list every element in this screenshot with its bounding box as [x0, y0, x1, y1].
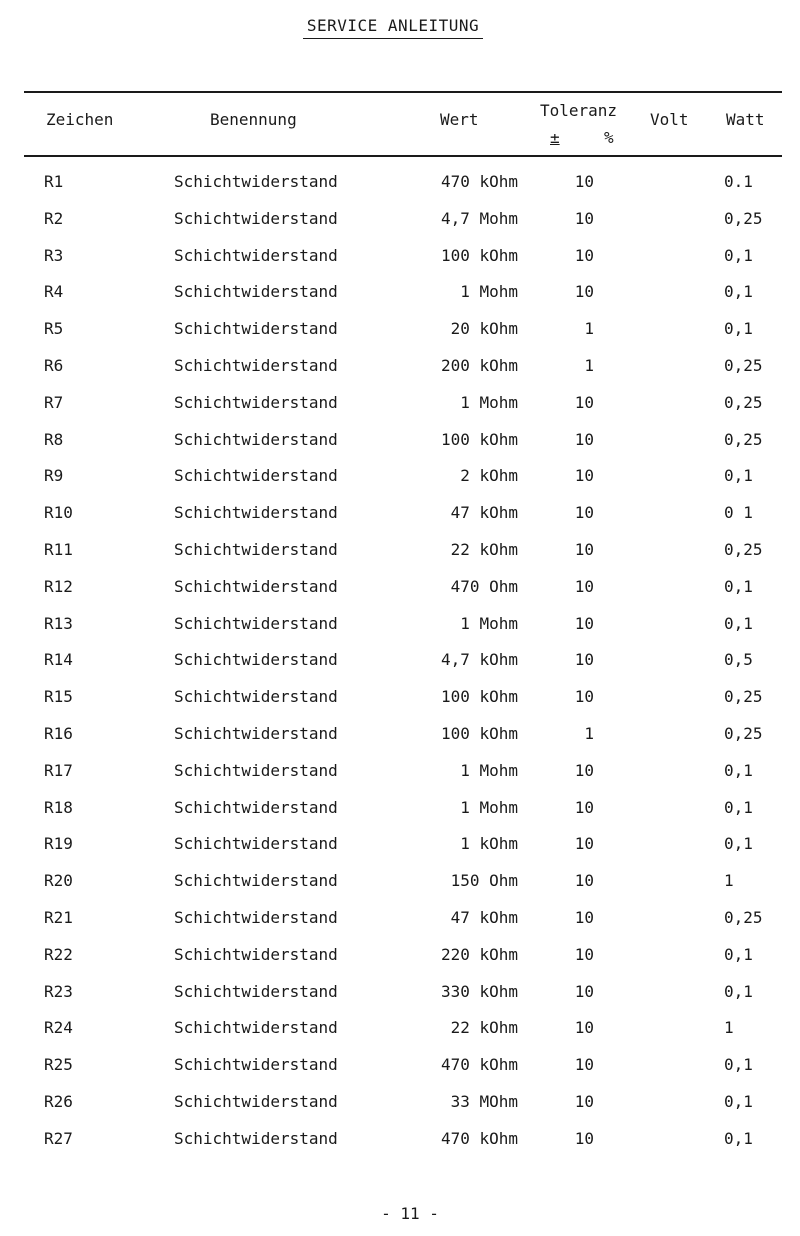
cell-zeichen: R17	[44, 760, 73, 780]
cell-wert: 47 kOhm	[450, 907, 518, 927]
cell-toleranz: 10	[574, 245, 594, 265]
cell-zeichen: R16	[44, 723, 73, 743]
cell-toleranz: 10	[574, 834, 594, 854]
cell-toleranz: 10	[574, 392, 594, 412]
cell-benennung: Schichtwiderstand	[174, 723, 338, 743]
table-row	[0, 356, 800, 393]
cell-watt: 1	[724, 1018, 734, 1038]
column-header-benennung: Benennung	[210, 110, 297, 129]
cell-zeichen: R14	[44, 650, 73, 670]
cell-watt: 0,1	[724, 760, 753, 780]
cell-wert: 33 MOhm	[450, 1091, 518, 1111]
column-header-wert: Wert	[440, 110, 479, 129]
column-subheader-percent: %	[604, 128, 614, 147]
cell-toleranz: 10	[574, 944, 594, 964]
cell-zeichen: R25	[44, 1055, 73, 1075]
cell-benennung: Schichtwiderstand	[174, 871, 338, 891]
page-number-text: - 11 -	[381, 1204, 439, 1223]
cell-benennung: Schichtwiderstand	[174, 355, 338, 375]
cell-benennung: Schichtwiderstand	[174, 613, 338, 633]
cell-benennung: Schichtwiderstand	[174, 319, 338, 339]
cell-toleranz: 10	[574, 907, 594, 927]
cell-benennung: Schichtwiderstand	[174, 1091, 338, 1111]
table-row	[0, 503, 800, 540]
cell-zeichen: R10	[44, 503, 73, 523]
cell-wert: 470 kOhm	[440, 1055, 518, 1075]
cell-benennung: Schichtwiderstand	[174, 1128, 338, 1148]
page-title	[0, 16, 800, 39]
cell-toleranz: 10	[574, 650, 594, 670]
cell-watt: 0,1	[724, 1128, 753, 1148]
cell-watt: 0,1	[724, 576, 753, 596]
cell-zeichen: R8	[44, 429, 64, 449]
table-row	[0, 1092, 800, 1129]
cell-benennung: Schichtwiderstand	[174, 576, 338, 596]
cell-zeichen: R27	[44, 1128, 73, 1148]
cell-watt: 0,1	[724, 834, 753, 854]
cell-wert: 100 kOhm	[440, 723, 518, 743]
cell-wert: 22 kOhm	[450, 1018, 518, 1038]
cell-benennung: Schichtwiderstand	[174, 834, 338, 854]
cell-benennung: Schichtwiderstand	[174, 907, 338, 927]
cell-watt: 0,1	[724, 1091, 753, 1111]
cell-zeichen: R9	[44, 466, 64, 486]
cell-watt: 0 1	[724, 503, 753, 523]
cell-benennung: Schichtwiderstand	[174, 1018, 338, 1038]
cell-toleranz: 10	[574, 429, 594, 449]
cell-wert: 470 kOhm	[440, 172, 518, 191]
table-row	[0, 1055, 800, 1092]
cell-toleranz: 10	[574, 282, 594, 302]
cell-watt: 0.1	[724, 172, 753, 191]
table-row	[0, 282, 800, 319]
table-row	[0, 319, 800, 356]
cell-wert: 100 kOhm	[440, 687, 518, 707]
table-row	[0, 393, 800, 430]
table-top-rule	[24, 91, 782, 93]
cell-zeichen: R12	[44, 576, 73, 596]
cell-benennung: Schichtwiderstand	[174, 282, 338, 302]
table-row	[0, 466, 800, 503]
table-row	[0, 172, 800, 209]
cell-zeichen: R19	[44, 834, 73, 854]
cell-wert: 470 Ohm	[450, 576, 518, 596]
cell-watt: 0,1	[724, 613, 753, 633]
cell-wert: 1 kOhm	[460, 834, 518, 854]
table-row	[0, 724, 800, 761]
cell-toleranz: 10	[574, 1055, 594, 1075]
cell-benennung: Schichtwiderstand	[174, 392, 338, 412]
cell-toleranz: 10	[574, 687, 594, 707]
table-row	[0, 761, 800, 798]
cell-toleranz: 10	[574, 797, 594, 817]
cell-toleranz: 10	[574, 466, 594, 486]
table-row	[0, 945, 800, 982]
cell-toleranz: 10	[574, 503, 594, 523]
cell-watt: 0,25	[724, 907, 763, 927]
cell-zeichen: R7	[44, 392, 64, 412]
cell-benennung: Schichtwiderstand	[174, 981, 338, 1001]
cell-benennung: Schichtwiderstand	[174, 944, 338, 964]
cell-wert: 4,7 kOhm	[440, 650, 518, 670]
cell-watt: 0,25	[724, 429, 763, 449]
cell-watt: 0,1	[724, 282, 753, 302]
cell-benennung: Schichtwiderstand	[174, 466, 338, 486]
column-header-watt: Watt	[726, 110, 765, 129]
cell-benennung: Schichtwiderstand	[174, 1055, 338, 1075]
cell-watt: 0,1	[724, 797, 753, 817]
cell-benennung: Schichtwiderstand	[174, 172, 338, 191]
table-body	[0, 172, 800, 1166]
cell-toleranz: 1	[584, 319, 594, 339]
cell-watt: 0,25	[724, 687, 763, 707]
cell-toleranz: 10	[574, 208, 594, 228]
cell-watt: 0,1	[724, 1055, 753, 1075]
cell-wert: 330 kOhm	[440, 981, 518, 1001]
cell-watt: 0,1	[724, 981, 753, 1001]
table-row	[0, 430, 800, 467]
cell-wert: 22 kOhm	[450, 539, 518, 559]
table-row	[0, 1129, 800, 1166]
cell-zeichen: R1	[44, 172, 64, 191]
cell-wert: 4,7 Mohm	[440, 208, 518, 228]
cell-wert: 100 kOhm	[440, 429, 518, 449]
cell-wert: 1 Mohm	[460, 392, 518, 412]
cell-toleranz: 1	[584, 723, 594, 743]
cell-zeichen: R23	[44, 981, 73, 1001]
cell-toleranz: 10	[574, 760, 594, 780]
cell-wert: 1 Mohm	[460, 797, 518, 817]
page-title-text: SERVICE ANLEITUNG	[303, 16, 483, 39]
cell-zeichen: R18	[44, 797, 73, 817]
cell-zeichen: R13	[44, 613, 73, 633]
table-row	[0, 614, 800, 651]
cell-benennung: Schichtwiderstand	[174, 650, 338, 670]
cell-zeichen: R24	[44, 1018, 73, 1038]
cell-watt: 0,5	[724, 650, 753, 670]
cell-zeichen: R6	[44, 355, 64, 375]
cell-toleranz: 10	[574, 539, 594, 559]
cell-wert: 200 kOhm	[440, 355, 518, 375]
table-row	[0, 908, 800, 945]
cell-toleranz: 10	[574, 172, 594, 191]
cell-wert: 470 kOhm	[440, 1128, 518, 1148]
cell-zeichen: R3	[44, 245, 64, 265]
cell-wert: 1 Mohm	[460, 760, 518, 780]
cell-benennung: Schichtwiderstand	[174, 539, 338, 559]
cell-wert: 20 kOhm	[450, 319, 518, 339]
cell-zeichen: R4	[44, 282, 64, 302]
cell-benennung: Schichtwiderstand	[174, 429, 338, 449]
cell-benennung: Schichtwiderstand	[174, 797, 338, 817]
cell-benennung: Schichtwiderstand	[174, 208, 338, 228]
cell-wert: 47 kOhm	[450, 503, 518, 523]
cell-benennung: Schichtwiderstand	[174, 687, 338, 707]
cell-watt: 0,25	[724, 355, 763, 375]
cell-toleranz: 10	[574, 1128, 594, 1148]
cell-wert: 100 kOhm	[440, 245, 518, 265]
table-row	[0, 577, 800, 614]
cell-toleranz: 10	[574, 576, 594, 596]
cell-zeichen: R22	[44, 944, 73, 964]
cell-zeichen: R5	[44, 319, 64, 339]
cell-benennung: Schichtwiderstand	[174, 760, 338, 780]
cell-zeichen: R26	[44, 1091, 73, 1111]
cell-toleranz: 10	[574, 871, 594, 891]
cell-watt: 0,1	[724, 466, 753, 486]
column-subheader-plus-minus: ±	[550, 128, 560, 147]
table-row	[0, 982, 800, 1019]
cell-toleranz: 10	[574, 1018, 594, 1038]
cell-wert: 1 Mohm	[460, 282, 518, 302]
cell-watt: 0,1	[724, 319, 753, 339]
cell-watt: 0,1	[724, 245, 753, 265]
cell-wert: 220 kOhm	[440, 944, 518, 964]
table-row	[0, 650, 800, 687]
table-row	[0, 798, 800, 835]
cell-wert: 2 kOhm	[460, 466, 518, 486]
page-number	[0, 1204, 800, 1223]
table-row	[0, 540, 800, 577]
table-row	[0, 871, 800, 908]
cell-benennung: Schichtwiderstand	[174, 245, 338, 265]
cell-benennung: Schichtwiderstand	[174, 503, 338, 523]
cell-zeichen: R11	[44, 539, 73, 559]
cell-toleranz: 1	[584, 355, 594, 375]
table-row	[0, 834, 800, 871]
table-row	[0, 246, 800, 283]
cell-wert: 1 Mohm	[460, 613, 518, 633]
cell-watt: 0,25	[724, 392, 763, 412]
cell-zeichen: R2	[44, 208, 64, 228]
cell-watt: 0,25	[724, 208, 763, 228]
cell-toleranz: 10	[574, 1091, 594, 1111]
cell-wert: 150 Ohm	[450, 871, 518, 891]
column-header-zeichen: Zeichen	[46, 110, 114, 129]
cell-watt: 0,25	[724, 539, 763, 559]
cell-zeichen: R15	[44, 687, 73, 707]
cell-zeichen: R20	[44, 871, 73, 891]
table-row	[0, 687, 800, 724]
table-row	[0, 1018, 800, 1055]
cell-watt: 0,1	[724, 944, 753, 964]
cell-toleranz: 10	[574, 981, 594, 1001]
table-row	[0, 209, 800, 246]
cell-toleranz: 10	[574, 613, 594, 633]
cell-watt: 0,25	[724, 723, 763, 743]
table-header-rule	[24, 155, 782, 157]
column-header-toleranz: Toleranz	[540, 101, 618, 120]
cell-watt: 1	[724, 871, 734, 891]
cell-zeichen: R21	[44, 907, 73, 927]
column-header-volt: Volt	[650, 110, 689, 129]
